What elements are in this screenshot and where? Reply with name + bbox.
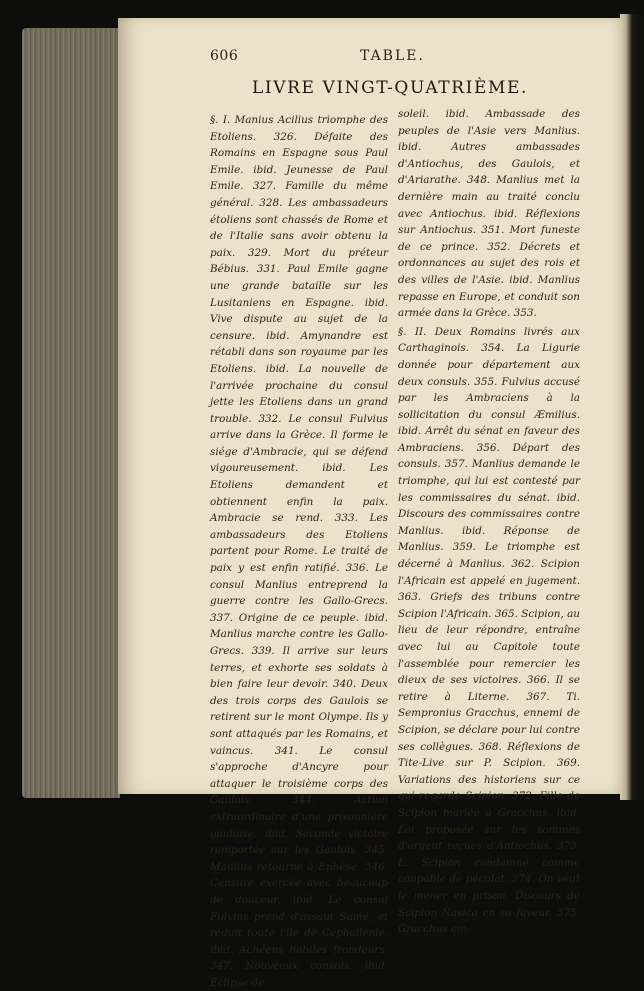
- page-number: 606: [210, 48, 239, 64]
- section-1-paragraph: §. I. Manius Acilius triomphe des Etoliens. 326. Défaite des Romains en Espagne sous Paul Emile. ibid. Jeunesse de Paul Emile. 327. Famille du même général. 328. Les ambassadeurs étoliens sont chassés de Rome et de l'Italie sans avoir obtenu la paix. 329. Mort du préteur Bébius. 331. Paul Emile gagne une grande bataille sur les Lusitaniens en Espagne. ibid. Vive dispute au sujet de la censure. ibid. Amynandre est rétabli dans son royaume par les Etoliens. ibid. La nouvelle de l'arrivée prochaine du consul jette les Etoliens dans un grand trouble. 332. Le consul Fulvius arrive dans la Grèce. Il forme le siége d'Ambracie, qui se défend vigoureusement. ibid. Les Etoliens demandent et obtiennent enfin la paix. Ambracie se rend. 333. Les ambassadeurs des Etoliens partent pour Rome. Le traité de paix y est enfin ratifié. 336. Le consul Manlius entreprend la guerre contre les Gallo-Grecs. 337. Origine de ce peuple. ibid. Manlius marche contre les Gallo-Grecs. 339. Il arrive sur leurs terres, et exhorte ses soldats à bien faire leur devoir. 340. Deux des trois corps des Gaulois se retirent sur le mont Olympe. Ils y sont attaqués par les Romains, et vaincus. 341. Le consul s'approche d'Ancyre pour attaquer le troisième corps des Gaulois. 344. Action extraordinaire d'une prisonnière gauloise. ibid. Seconde victoire remportée sur les Gaulois. 345. Manlius retourne à Ephèse. 346. Censure exercée avec beaucoup de douceur. ibid. Le consul Fulvius prend d'assaut Samé, et réduit toute l'île de Céphallénie. ibid. Achéens habiles frondeurs. 347. Nouveaux consuls. ibid. Eclipse de: [210, 114, 388, 989]
- running-head: TABLE.: [360, 48, 425, 64]
- book-page-edges: [22, 28, 120, 798]
- book-title: LIVRE VINGT-QUATRIÈME.: [251, 78, 528, 98]
- facing-page-edge: [620, 14, 644, 800]
- right-column: [398, 106, 580, 938]
- section-2-paragraph: §. II. Deux Romains livrés aux Carthaginois. 354. La Ligurie donnée pour département aux deux consuls. 355. Fulvius accusé par les Ambraciens à la sollicitation du consul Æmilius. ibid. Arrêt du sénat en faveur des Ambraciens. 356. Départ des consuls. 357. Manlius demande le triomphe, qui lui est contesté par les commissaires du sénat. ibid. Discours des commissaires contre Manlius. ibid. Réponse de Manlius. 359. Le triomphe est décerné à Manlius. 362. Scipion l'Africain est appelé en jugement. 363. Griefs des tribuns contre Scipion l'Africain. 365. Scipion, au lieu de leur répondre, entraîne avec lui au Capitole toute l'assemblée pour remercier les dieux de ses victoires. 366. Il se retire à Literne. 367. Ti. Sempronius Gracchus, ennemi de Scipion, se déclare pour lui contre ses collègues. 368. Réflexions de Tite-Live sur P. Scipion. 369. Variations des historiens sur ce qui regarde Scipion. 372. Fille de Scipion mariée à Gracchus. ibid. Loi proposée sur les sommes d'argent reçues d'Antiochus. 373. L. Scipion condamné comme coupable de péculat. 374. On veut le mener en prison. Discours de Scipion Nasica en sa faveur. 375. Gracchus em-: [398, 325, 580, 936]
- section-1-continuation: soleil. ibid. Ambassade des peuples de l'Asie vers Manlius. ibid. Autres ambassades d'Antiochus, des Gaulois, et d'Ariarathe. 348. Manlius met la dernière main au traité conclu avec Antiochus. ibid. Réflexions sur Antiochus. 351. Mort funeste de ce prince. 352. Décrets et ordonnances au sujet des rois et des villes de l'Asie. ibid. Manlius repasse en Europe, et conduit son armée dans la Grèce. 353.: [398, 108, 580, 320]
- left-column: [210, 112, 388, 991]
